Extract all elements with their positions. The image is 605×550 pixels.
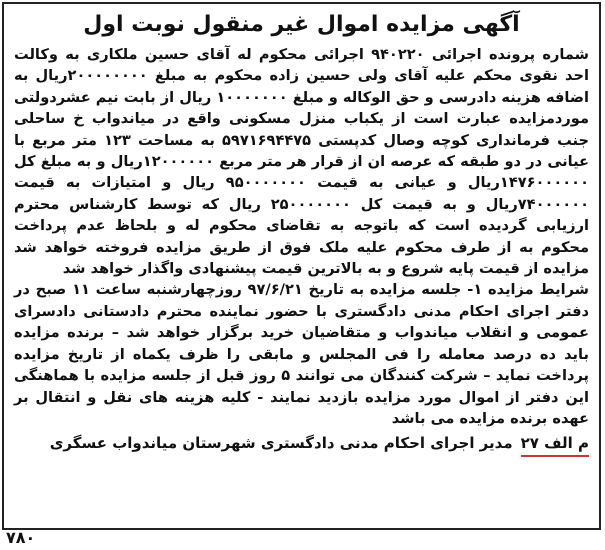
notice-title: آگهی مزایده اموال غیر منقول نوبت اول: [83, 12, 520, 37]
issue-number: ۷۸۰: [6, 528, 36, 547]
notice-footer: [14, 431, 589, 457]
notice-code: م الف ۲۷: [521, 431, 589, 457]
notice-body: شماره پرونده اجرائی ۹۴۰۲۲۰ اجرائی محکوم له آقای حسین ملکاری به وکالت احد نقوی محکم علیه آقای ولی حسین زاده محکوم به مبلغ ۲۰۰۰۰۰۰۰۰ریال به اضافه هزینه دادرسی و حق الوکاله و مبلغ ۱۰۰۰۰۰۰۰ ریال از بابت نیم عشردولتی موردمزایده عبارت است از یکباب منزل مسکونی واقع در میاندواب خ ساحلی جنب فرمانداری کوچه وصال کدپستی ۵۹۷۱۶۹۴۴۷۵ به مساحت ۱۲۳ متر مربع با عیانی در دو طبقه که عرصه ان از قرار هر متر مربع ۱۲۰۰۰۰۰۰ریال و به مبلغ کل ۱۴۷۶۰۰۰۰۰۰ریال و عیانی به قیمت ۹۵۰۰۰۰۰۰۰ ریال و امتیازات به قیمت ۷۴۰۰۰۰۰۰ریال و به قیمت کل ۲۵۰۰۰۰۰۰۰ ریال که توسط کارشناس محترم ارزیابی گردیده است که باتوجه به تقاضای محکوم له و بلحاظ عدم پرداخت محکوم به از طرف محکوم علیه ملک فوق از طریق مزایده فروخته خواهد شد مزایده از قیمت پایه شروع و به بالاترین قیمت پیشنهادی واگذار خواهد شد: [14, 46, 590, 278]
notice-conditions: شرایط مزایده ۱- جلسه مزایده به تاریخ ۹۷/۶/۲۱ روزچهارشنبه ساعت ۱۱ صبح در دفتر اجرای احکام مدنی دادگستری با حضور نماینده محترم دادستانی دادسرای عمومی و انقلاب میاندواب و متقاضیان خرید برگزار خواهد شد – برنده مزایده باید ده درصد معامله را فی المجلس و مابقی را ظرف یکماه از تاریخ مزایده پرداخت نماید – شرکت کنندگان می توانند ۵ روز قبل از جلسه مزایده با هماهنگی این دفتر از اموال مورد مزایده بازدید نمایند - کلیه هزینه های نقل و انتقال بر عهده برنده مزایده می باشد: [14, 281, 590, 427]
notice-signature: مدیر اجرای احکام مدنی دادگستری شهرستان میاندواب عسگری: [49, 434, 513, 453]
auction-notice: [2, 2, 601, 530]
